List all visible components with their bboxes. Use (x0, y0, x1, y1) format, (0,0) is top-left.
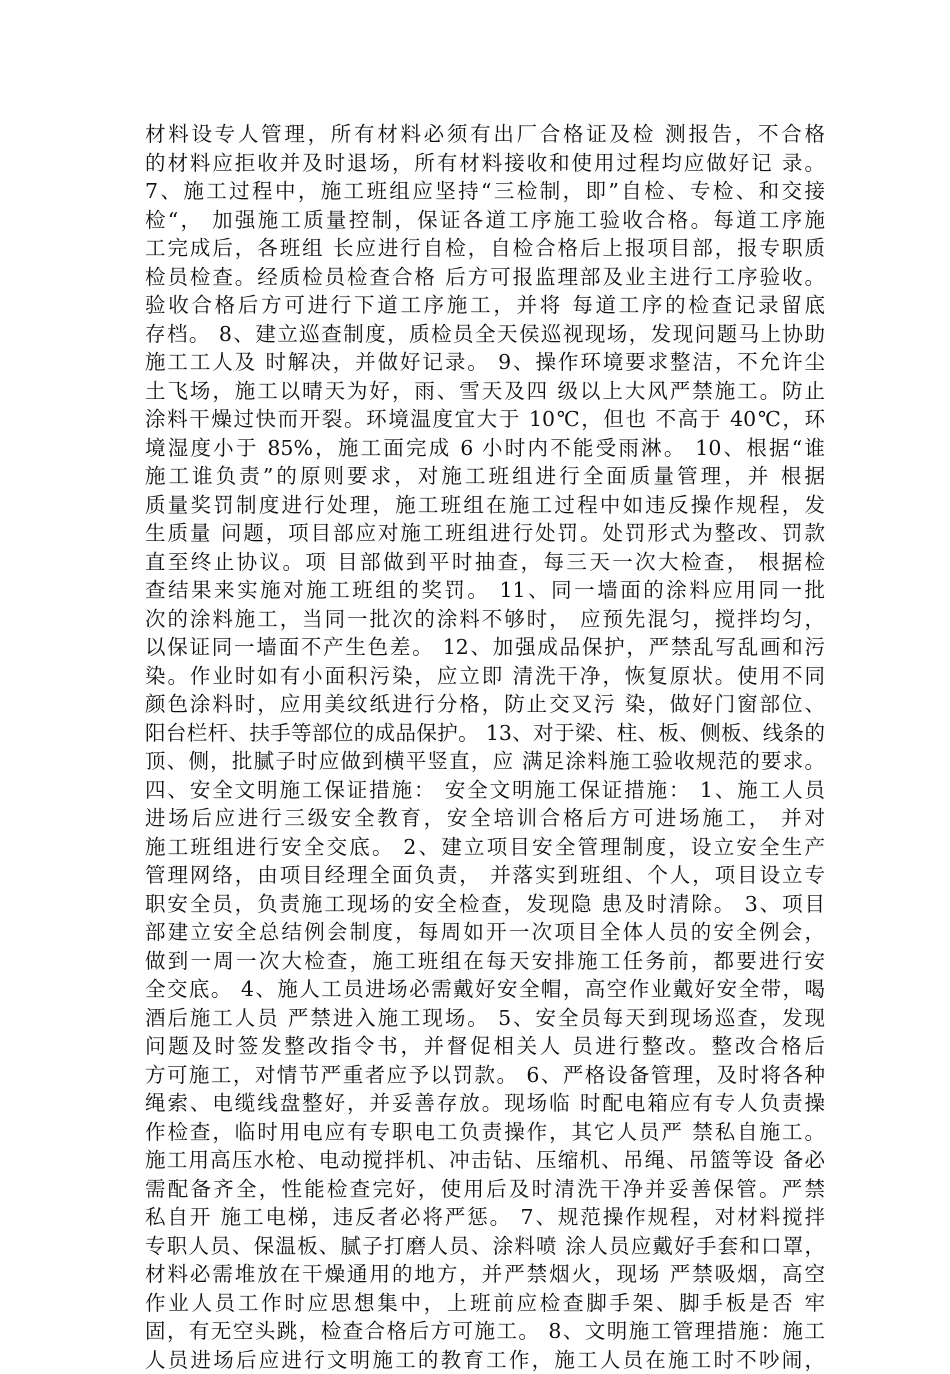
text-line: 顶、侧，批腻子时应做到横平竖直，应 满足涂料施工验收规范的要求。 (145, 747, 825, 776)
text-line: 颜色涂料时，应用美纹纸进行分格，防止交叉污 染，做好门窗部位、 (145, 690, 825, 719)
text-line: 管理网络，由项目经理全面负责， 并落实到班组、个人，项目设立专 (145, 861, 825, 890)
text-line: 检员检查。经质检员检查合格 后方可报监理部及业主进行工序验收。 (145, 263, 825, 292)
text-line: 质量奖罚制度进行处理，施工班组在施工过程中如违反操作规程，发 (145, 491, 825, 520)
text-line: 染。作业时如有小面积污染，应立即 清洗干净，恢复原状。使用不同 (145, 662, 825, 691)
text-line: 私自开 施工电梯，违反者必将严惩。 7、规范操作规程，对材料搅拌 (145, 1203, 825, 1232)
text-line: 固，有无空头跳，检查合格后方可施工。 8、文明施工管理措施：施工 (145, 1317, 825, 1346)
text-line: 涂料干燥过快而开裂。环境温度宜大于 10℃，但也 不高于 40℃，环 (145, 405, 825, 434)
text-line: 作业人员工作时应思想集中，上班前应检查脚手架、脚手板是否 牢 (145, 1289, 825, 1318)
text-line: 作检查，临时用电应有专职电工负责操作，其它人员严 禁私自施工。 (145, 1118, 825, 1147)
text-line: 7、施工过程中，施工班组应坚持“三检制，即”自检、专检、和交接 (145, 177, 825, 206)
text-line: 全交底。 4、施人工员进场必需戴好安全帽，高空作业戴好安全带，喝 (145, 975, 825, 1004)
text-line: 四、安全文明施工保证措施： 安全文明施工保证措施： 1、施工人员 (145, 776, 825, 805)
text-line: 部建立安全总结例会制度，每周如开一次项目全体人员的安全例会， (145, 918, 825, 947)
text-line: 施工班组进行安全交底。 2、建立项目安全管理制度，设立安全生产 (145, 833, 825, 862)
text-line: 生质量 问题，项目部应对施工班组进行处罚。处罚形式为整改、罚款 (145, 519, 825, 548)
text-line: 的材料应拒收并及时退场，所有材料接收和使用过程均应做好记 录。 (145, 149, 825, 178)
text-line: 施工工人及 时解决，并做好记录。 9、操作环境要求整洁，不允许尘 (145, 348, 825, 377)
text-line: 专职人员、保温板、腻子打磨人员、涂料喷 涂人员应戴好手套和口罩， (145, 1232, 825, 1261)
text-line: 以保证同一墙面不产生色差。 12、加强成品保护，严禁乱写乱画和污 (145, 633, 825, 662)
text-line: 材料必需堆放在干燥通用的地方，并严禁烟火，现场 严禁吸烟，高空 (145, 1260, 825, 1289)
text-line: 做到一周一次大检查，施工班组在每天安排施工任务前，都要进行安 (145, 947, 825, 976)
text-line: 材料设专人管理，所有材料必须有出厂合格证及检 测报告，不合格 (145, 120, 825, 149)
text-line: 施工用高压水枪、电动搅拌机、冲击钻、压缩机、吊绳、吊篮等设 备必 (145, 1146, 825, 1175)
text-line: 进场后应进行三级安全教育，安全培训合格后方可进场施工， 并对 (145, 804, 825, 833)
text-line: 问题及时签发整改指令书，并督促相关人 员进行整改。整改合格后 (145, 1032, 825, 1061)
text-line: 次的涂料施工，当同一批次的涂料不够时， 应预先混匀，搅拌均匀， (145, 605, 825, 634)
text-line: 酒后施工人员 严禁进入施工现场。 5、安全员每天到现场巡查，发现 (145, 1004, 825, 1033)
text-line: 阳台栏杆、扶手等部位的成品保护。 13、对于梁、柱、板、侧板、线条的 (145, 719, 825, 748)
text-line: 存档。 8、建立巡查制度，质检员全天侯巡视现场，发现问题马上协助 (145, 320, 825, 349)
text-line: 职安全员，负责施工现场的安全检查，发现隐 患及时清除。 3、项目 (145, 890, 825, 919)
text-line: 方可施工，对情节严重者应予以罚款。 6、严格设备管理，及时将各种 (145, 1061, 825, 1090)
text-line: 验收合格后方可进行下道工序施工，并将 每道工序的检查记录留底 (145, 291, 825, 320)
text-line: 土飞场，施工以晴天为好，雨、雪天及四 级以上大风严禁施工。防止 (145, 377, 825, 406)
text-line: 绳索、电缆线盘整好，并妥善存放。现场临 时配电箱应有专人负责操 (145, 1089, 825, 1118)
text-line: 工完成后，各班组 长应进行自检，自检合格后上报项目部，报专职质 (145, 234, 825, 263)
text-line: 境湿度小于 85%，施工面完成 6 小时内不能受雨淋。 10、根据“谁 (145, 434, 825, 463)
text-line: 人员进场后应进行文明施工的教育工作，施工人员在施工时不吵闹， (145, 1346, 825, 1374)
text-line: 检“， 加强施工质量控制，保证各道工序施工验收合格。每道工序施 (145, 206, 825, 235)
text-line: 施工谁负责”的原则要求，对施工班组进行全面质量管理，并 根据 (145, 462, 825, 491)
text-line: 需配备齐全，性能检查完好，使用后及时清洗干净并妥善保管。严禁 (145, 1175, 825, 1204)
text-line: 直至终止协议。项 目部做到平时抽查，每三天一次大检查， 根据检 (145, 548, 825, 577)
text-line: 查结果来实施对施工班组的奖罚。 11、同一墙面的涂料应用同一批 (145, 576, 825, 605)
document-body (145, 120, 825, 1374)
